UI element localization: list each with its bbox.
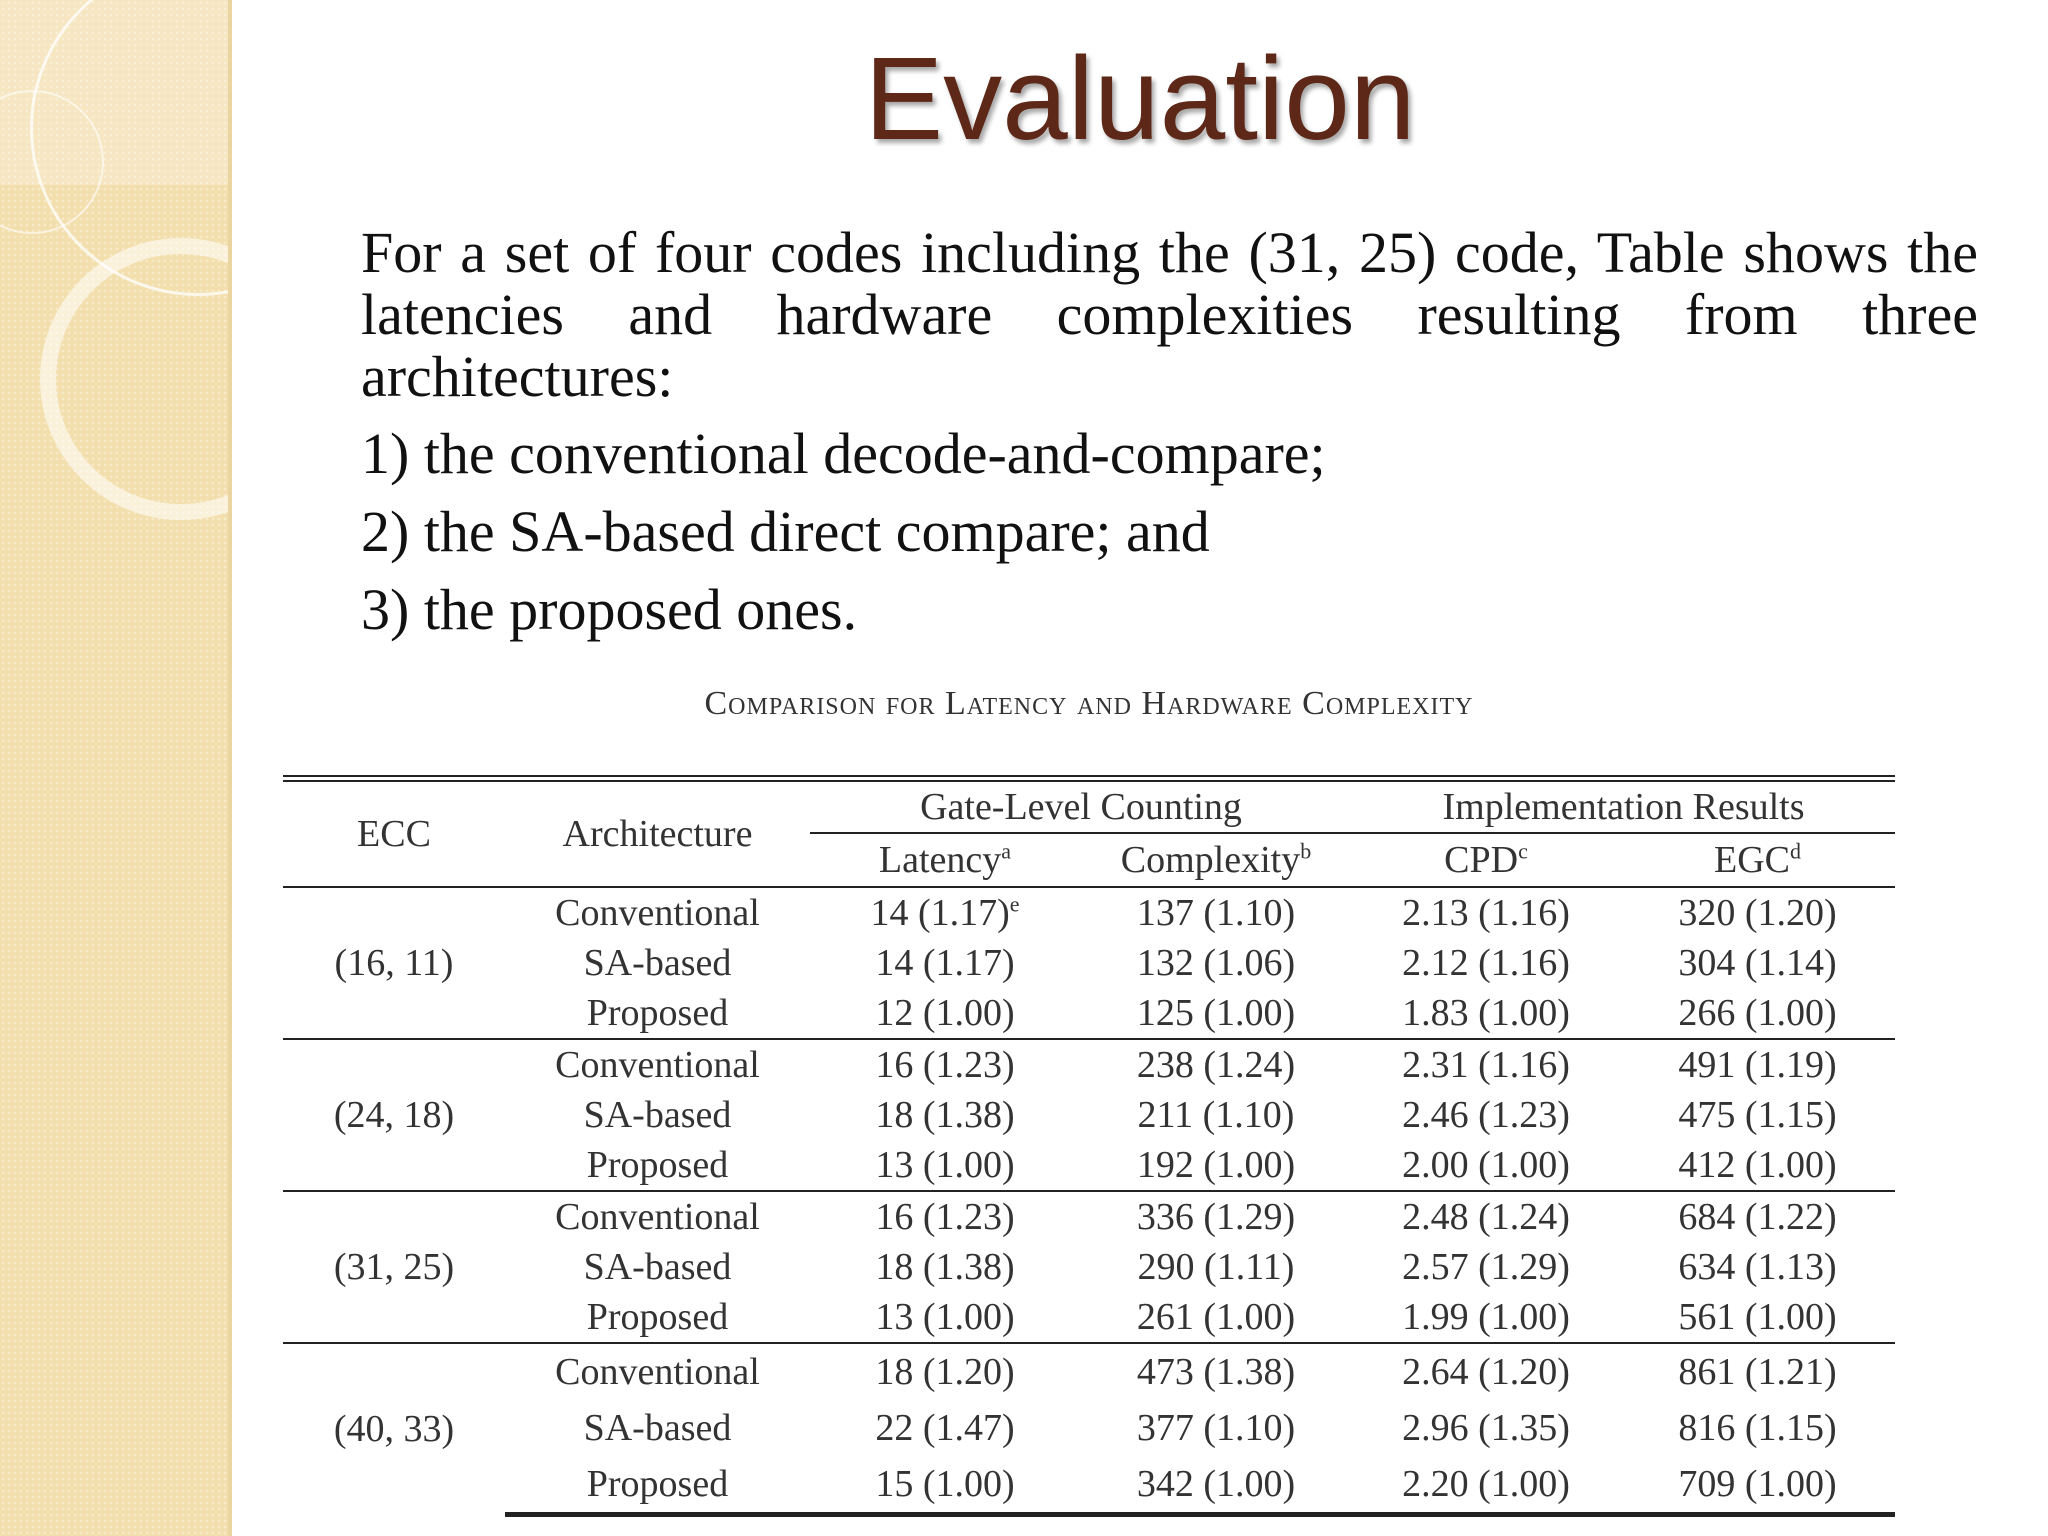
cell-complexity: 377 (1.10)	[1136, 1407, 1296, 1449]
cell-latency: 16 (1.23)	[810, 1191, 1080, 1242]
table-row	[283, 1292, 1895, 1343]
cell-architecture: Conventional	[505, 887, 810, 938]
table-row	[283, 938, 1895, 988]
cell-cpd: 2.00 (1.00)	[1402, 1144, 1570, 1186]
cell-egc: 304 (1.14)	[1678, 942, 1837, 984]
footnote-marker: c	[1518, 838, 1528, 864]
cell-ecc: (24, 18)	[283, 1039, 505, 1191]
table-row	[283, 1090, 1895, 1140]
table-row	[283, 1191, 1895, 1242]
cell-egc: 561 (1.00)	[1678, 1296, 1837, 1338]
table-row	[283, 1242, 1895, 1292]
cell-complexity: 290 (1.11)	[1137, 1246, 1295, 1288]
cell-architecture: SA-based	[583, 1407, 732, 1449]
cell-ecc: (31, 25)	[283, 1191, 505, 1343]
cell-egc: 861 (1.21)	[1620, 1343, 1895, 1400]
table-caption: Comparison for Latency and Hardware Complexity	[704, 685, 1474, 722]
list-item-conventional: 1) the conventional decode-and-compare;	[361, 421, 1326, 486]
footnote-marker: b	[1300, 838, 1312, 864]
cell-egc: 475 (1.15)	[1678, 1094, 1837, 1136]
table-row	[283, 1039, 1895, 1090]
cell-cpd: 2.31 (1.16)	[1352, 1039, 1620, 1090]
cell-architecture: Proposed	[505, 1456, 810, 1515]
table-row	[283, 1343, 1895, 1400]
slide-title: Evaluation	[864, 33, 1416, 165]
cell-latency: 15 (1.00)	[810, 1456, 1080, 1515]
header-egc: EGC$^d$	[1620, 833, 1895, 887]
table-body	[283, 887, 1895, 1515]
header-latency: Latency$^a$	[810, 833, 1080, 887]
cell-cpd: 2.13 (1.16)	[1352, 887, 1620, 938]
cell-architecture: Proposed	[586, 992, 729, 1034]
cell-latency: 13 (1.00)	[875, 1296, 1015, 1338]
cell-architecture: Proposed	[586, 1296, 729, 1338]
cell-egc: 816 (1.15)	[1678, 1407, 1837, 1449]
table-row	[283, 887, 1895, 938]
list-item-sa-based: 2) the SA-based direct compare; and	[361, 499, 1210, 564]
cell-egc: 634 (1.13)	[1678, 1246, 1837, 1288]
cell-complexity: 473 (1.38)	[1080, 1343, 1352, 1400]
cell-architecture: SA-based	[583, 1094, 732, 1136]
cell-architecture: Conventional	[505, 1191, 810, 1242]
header-complexity: Complexity$^b$	[1080, 833, 1352, 887]
cell-complexity: 261 (1.00)	[1136, 1296, 1296, 1338]
cell-complexity: 125 (1.00)	[1136, 992, 1296, 1034]
cell-complexity: 342 (1.00)	[1080, 1456, 1352, 1515]
header-architecture: Architecture	[505, 779, 810, 888]
cell-latency: 22 (1.47)	[875, 1407, 1015, 1449]
cell-cpd: 2.46 (1.23)	[1402, 1094, 1570, 1136]
cell-egc: 412 (1.00)	[1678, 1144, 1837, 1186]
cell-egc: 266 (1.00)	[1678, 992, 1837, 1034]
cell-architecture: Proposed	[586, 1144, 729, 1186]
header-implementation-results: Implementation Results	[1352, 779, 1895, 834]
cell-cpd: 2.64 (1.20)	[1352, 1343, 1620, 1400]
cell-cpd: 2.20 (1.00)	[1352, 1456, 1620, 1515]
cell-complexity: 192 (1.00)	[1136, 1144, 1296, 1186]
cell-latency: 16 (1.23)	[810, 1039, 1080, 1090]
cell-complexity: 211 (1.10)	[1137, 1094, 1295, 1136]
decorative-sidebar	[0, 0, 228, 1536]
footnote-marker: a	[1001, 838, 1012, 864]
header-ecc: ECC	[283, 779, 505, 888]
cell-egc: 320 (1.20)	[1620, 887, 1895, 938]
header-gate-level-counting: Gate-Level Counting	[810, 779, 1352, 834]
cell-complexity: 238 (1.24)	[1080, 1039, 1352, 1090]
sidebar-edge	[228, 0, 232, 1536]
cell-complexity: 132 (1.06)	[1136, 942, 1296, 984]
table-row	[283, 1140, 1895, 1191]
cell-cpd: 2.12 (1.16)	[1402, 942, 1570, 984]
comparison-table	[283, 775, 1895, 1517]
table-row	[283, 1400, 1895, 1456]
cell-latency: 12 (1.00)	[875, 992, 1015, 1034]
intro-paragraph: For a set of four codes including the (31, 25) code, Table shows the latencies and hardware complexities resulting from three architectures:	[361, 220, 1978, 409]
cell-egc: 684 (1.22)	[1620, 1191, 1895, 1242]
cell-latency: 13 (1.00)	[875, 1144, 1015, 1186]
cell-architecture: Conventional	[505, 1343, 810, 1400]
cell-architecture: SA-based	[583, 1246, 732, 1288]
cell-latency: 18 (1.38)	[875, 1246, 1015, 1288]
header-cpd: CPD$^c$	[1352, 833, 1620, 887]
cell-cpd: 2.48 (1.24)	[1352, 1191, 1620, 1242]
cell-latency: 14 (1.17)	[875, 942, 1015, 984]
cell-latency: 14 $(1.17)^e$	[810, 887, 1080, 938]
footnote-marker: d	[1790, 838, 1802, 864]
decorative-ring-thick	[40, 238, 228, 520]
cell-complexity: 336 (1.29)	[1080, 1191, 1352, 1242]
cell-architecture: Conventional	[505, 1039, 810, 1090]
list-item-proposed: 3) the proposed ones.	[361, 577, 858, 642]
cell-cpd: 2.96 (1.35)	[1402, 1407, 1570, 1449]
cell-cpd: 2.57 (1.29)	[1402, 1246, 1570, 1288]
cell-egc: 709 (1.00)	[1620, 1456, 1895, 1515]
cell-latency: 18 (1.38)	[875, 1094, 1015, 1136]
cell-cpd: 1.99 (1.00)	[1402, 1296, 1570, 1338]
cell-ecc: (40, 33)	[283, 1343, 505, 1515]
cell-architecture: SA-based	[583, 942, 732, 984]
footnote-marker: e	[1009, 891, 1020, 917]
cell-ecc: (16, 11)	[283, 887, 505, 1039]
cell-cpd: 1.83 (1.00)	[1402, 992, 1570, 1034]
table-row	[283, 988, 1895, 1039]
cell-egc: 491 (1.19)	[1620, 1039, 1895, 1090]
cell-latency: 18 (1.20)	[810, 1343, 1080, 1400]
cell-complexity: 137 (1.10)	[1080, 887, 1352, 938]
table-row	[283, 1456, 1895, 1515]
